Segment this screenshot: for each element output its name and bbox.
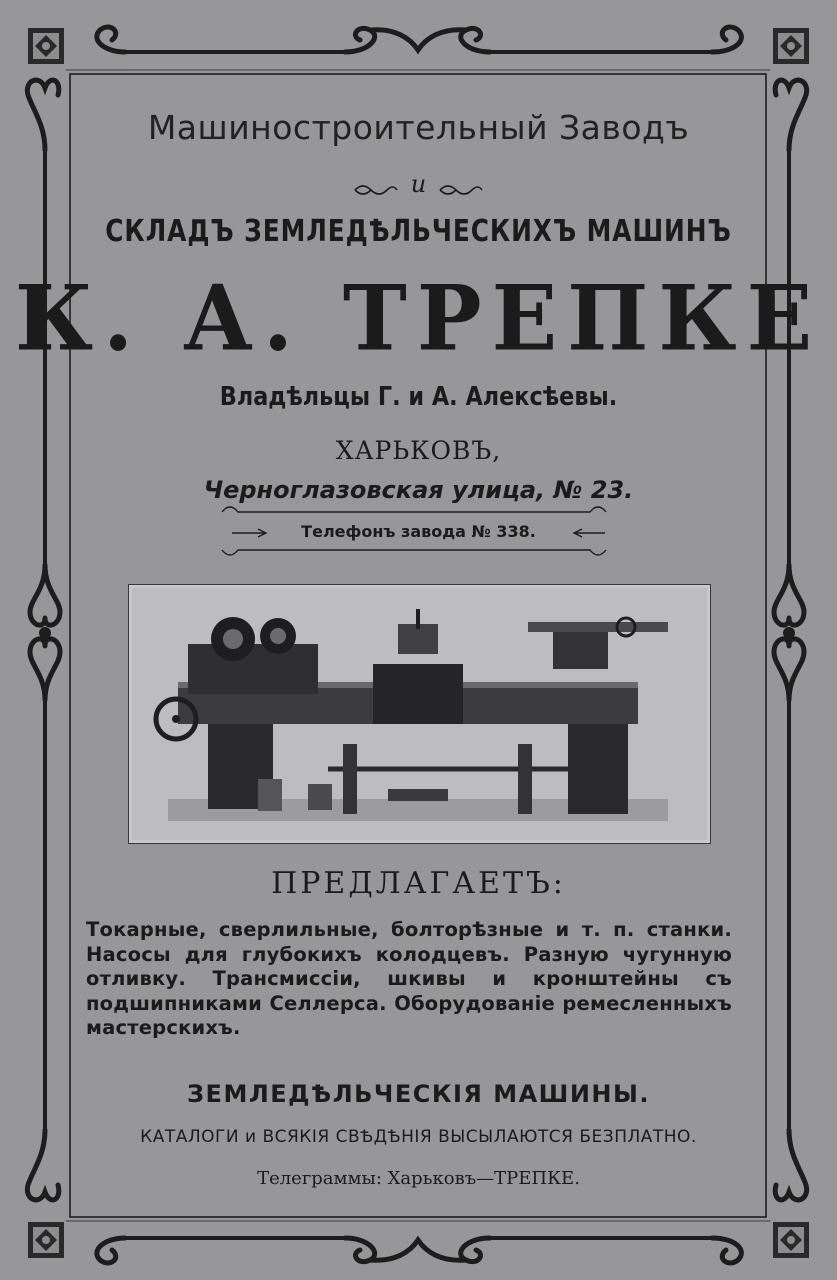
offers-heading: ПРЕДЛАГАЕТЪ: — [271, 866, 566, 901]
street-address: Черноглазовская улица, № 23. — [203, 476, 634, 504]
factory-heading: Машиностроительный Заводъ — [147, 108, 690, 147]
offers-body: Токарные, сверлильные, болторѣзные и т. п. станки. Насосы для глубокихъ колодцевъ. Разную чугунную отливку. Трансмиссіи, шкивы и кронштейны съ подшипниками Селлерса. Оборудованіе ремесленныхъ мастерскихъ. — [86, 918, 732, 1039]
owners-line: Владѣльцы Г. и А. Алексѣевы. — [219, 382, 618, 412]
lathe-photo — [128, 584, 711, 844]
catalog-line: КАТАЛОГИ и ВСЯКІЯ СВѢДѢНІЯ ВЫСЫЛАЮТСЯ БЕЗПЛАТНО. — [140, 1127, 697, 1147]
city-line: ХАРЬКОВЪ, — [335, 436, 502, 465]
warehouse-heading: СКЛАДЪ ЗЕМЛЕДѢЛЬЧЕСКИХЪ МАШИНЪ — [105, 214, 732, 249]
company-name: К. А. ТРЕПКЕ — [14, 265, 823, 372]
agricultural-machines-line: ЗЕМЛЕДѢЛЬЧЕСКІЯ МАШИНЫ. — [187, 1080, 650, 1108]
telegram-line: Телеграммы: Харьковъ—ТРЕПКЕ. — [257, 1168, 580, 1189]
and-conjunction: и — [410, 170, 427, 198]
phone-line: Телефонъ завода № 338. — [301, 522, 536, 541]
